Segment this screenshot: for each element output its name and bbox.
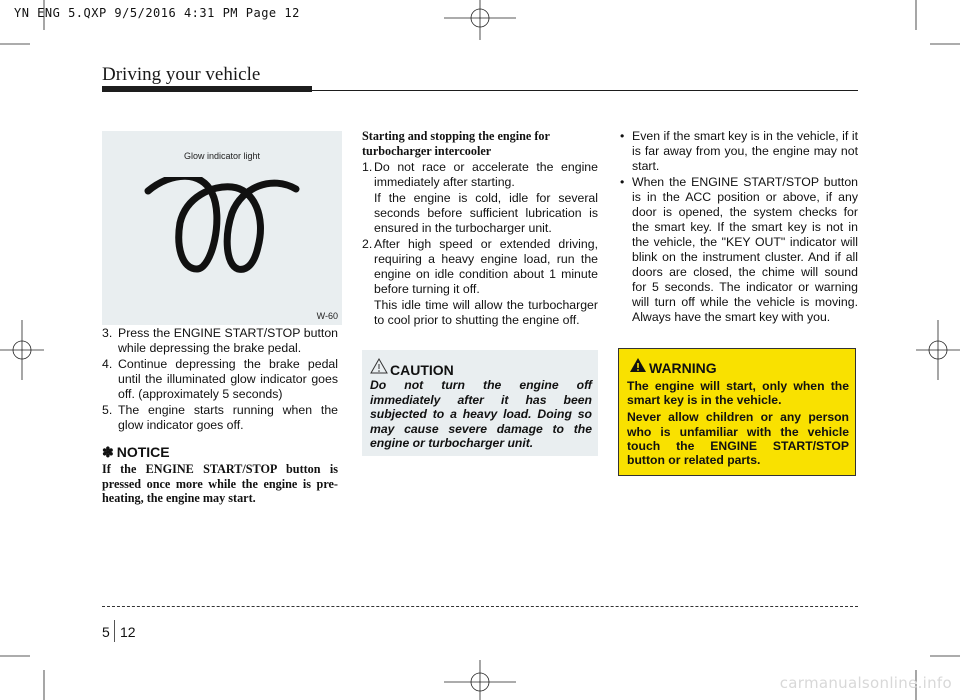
section-title: Driving your vehicle (102, 64, 261, 85)
smart-key-notes (618, 129, 858, 326)
list-item: 4. Continue depressing the brake pedal until the illuminated glow indicator goes off. (approximately 5 seconds) (102, 357, 338, 401)
notice-body: If the ENGINE START/STOP button is pressed once more while the engine is pre-heating, the engine may start. (102, 462, 338, 505)
warning-title: WARNING (649, 360, 717, 376)
list-item: 2. After high speed or extended driving, requiring a heavy engine load, run the engine on idle condition about 1 minute before turning it off. (362, 237, 598, 296)
glow-plug-coil-icon (142, 177, 302, 297)
warning-triangle-icon (629, 357, 647, 373)
figure-code: W-60 (316, 311, 338, 321)
list-item: • Even if the smart key is in the vehicle, if it is far away from you, the engine may not start. (620, 129, 858, 173)
list-paragraph: This idle time will allow the turbocharger to cool prior to shutting the engine off. (374, 298, 598, 327)
section-number: 5 (102, 624, 110, 640)
page-number-value: 12 (120, 624, 136, 640)
turbo-heading: Starting and stopping the engine for turbocharger intercooler (362, 129, 550, 158)
page-number (102, 624, 110, 640)
title-bar (102, 86, 312, 92)
warning-paragraph: Never allow children or any person who is unfamiliar with the vehicle touch the ENGINE START/STOP button or related parts. (627, 410, 849, 468)
figure-caption: Glow indicator light (183, 151, 261, 161)
title-rule (312, 90, 858, 91)
footer-rule (102, 606, 858, 607)
page-number-divider (114, 620, 115, 642)
list-paragraph: If the engine is cold, idle for several seconds before sufficient lubrication is ensured in the turbocharger unit. (374, 191, 598, 235)
warning-body (627, 379, 849, 470)
caution-title: CAUTION (390, 362, 454, 378)
print-slug: YN ENG 5.QXP 9/5/2016 4:31 PM Page 12 (14, 6, 300, 20)
list-item: 1. Do not race or accelerate the engine immediately after starting. (362, 160, 598, 189)
caution-body: Do not turn the engine off immediately after it has been subjected to a heavy load. Doing so may cause severe damage to the engine or turbocharger unit. (370, 378, 592, 450)
list-item: • When the ENGINE START/STOP button is in the ACC position or above, if any door is opened, the system checks for the smart key. If the smart key is not in the vehicle, the "KEY OUT" indicator will blink on the instrument cluster. And if all doors are closed, the chime will sound for 5 seconds. The indicator or warning will turn off while the vehicle is moving. Always have the smart key with you. (620, 175, 858, 324)
notice-star-icon: ✽ (102, 444, 114, 460)
warning-paragraph: The engine will start, only when the smart key is in the vehicle. (627, 379, 849, 408)
glow-indicator-figure (102, 131, 342, 325)
caution-box (362, 350, 598, 456)
notice-heading: ✽ NOTICE (102, 444, 170, 460)
start-steps (102, 326, 338, 434)
list-item: 5. The engine starts running when the glow indicator goes off. (102, 403, 338, 432)
watermark: carmanualsonline.info (779, 674, 952, 692)
turbo-section (362, 129, 598, 329)
caution-triangle-icon (370, 358, 388, 374)
list-item: 3. Press the ENGINE START/STOP button while depressing the brake pedal. (102, 326, 338, 355)
warning-box (618, 348, 856, 476)
